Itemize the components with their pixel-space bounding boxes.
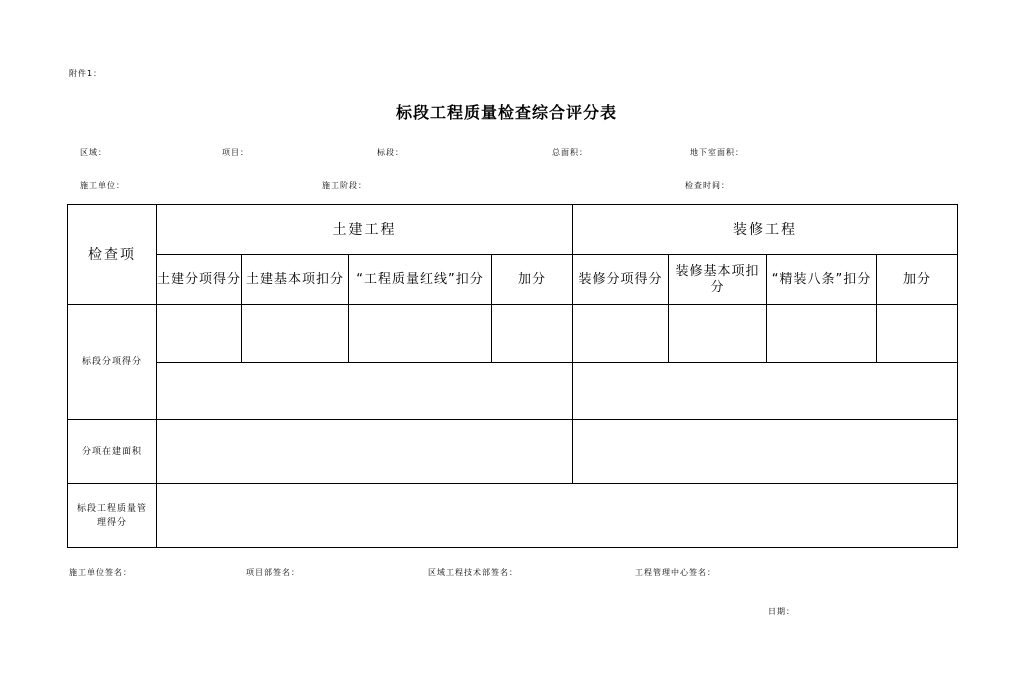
- table-cell: [349, 305, 492, 363]
- inspection-item-header: 检查项: [68, 205, 157, 305]
- score-table: [67, 204, 958, 548]
- section-subitem-score-label: 标段分项得分: [68, 305, 157, 420]
- quality-management-score-label: 标段工程质量管理得分: [68, 484, 157, 548]
- decor-area-cell: [573, 420, 958, 484]
- civil-bonus-header: 加分: [492, 255, 573, 305]
- table-cell: [877, 305, 958, 363]
- civil-subitem-score-header: 土建分项得分: [157, 255, 242, 305]
- subitem-area-label: 分项在建面积: [68, 420, 157, 484]
- engineering-center-signature-label: 工程管理中心签名：: [635, 568, 716, 577]
- civil-area-cell: [157, 420, 573, 484]
- inspection-time-label: 检查时间：: [685, 181, 730, 190]
- decoration-engineering-header: 装修工程: [573, 205, 958, 255]
- attachment-label: 附件1：: [69, 69, 103, 78]
- fine-decor-eight-deduction-header: “精装八条”扣分: [767, 255, 877, 305]
- section-label: 标段：: [377, 148, 404, 157]
- regional-tech-dept-signature-label: 区域工程技术部签名：: [428, 568, 518, 577]
- contractor-signature-label: 施工单位签名：: [69, 568, 132, 577]
- decor-subitem-score-header: 装修分项得分: [573, 255, 669, 305]
- quality-redline-deduction-header: “工程质量红线”扣分: [349, 255, 492, 305]
- civil-total-cell: [157, 363, 573, 420]
- basement-area-label: 地下室面积：: [690, 148, 744, 157]
- region-label: 区域：: [80, 148, 107, 157]
- construction-stage-label: 施工阶段：: [322, 181, 367, 190]
- project-dept-signature-label: 项目部签名：: [246, 568, 300, 577]
- date-label: 日期：: [768, 607, 795, 616]
- project-label: 项目：: [222, 148, 249, 157]
- table-cell: [573, 305, 669, 363]
- table-cell: [669, 305, 767, 363]
- decor-basic-deduction-header: 装修基本项扣分: [669, 255, 767, 305]
- contractor-label: 施工单位：: [80, 181, 125, 190]
- page-title: 标段工程质量检查综合评分表: [396, 103, 618, 122]
- civil-basic-deduction-header: 土建基本项扣分: [242, 255, 349, 305]
- total-area-label: 总面积：: [552, 148, 588, 157]
- decor-bonus-header: 加分: [877, 255, 958, 305]
- management-score-cell: [157, 484, 958, 548]
- civil-engineering-header: 土建工程: [157, 205, 573, 255]
- table-cell: [242, 305, 349, 363]
- table-cell: [492, 305, 573, 363]
- decor-total-cell: [573, 363, 958, 420]
- table-cell: [767, 305, 877, 363]
- table-cell: [157, 305, 242, 363]
